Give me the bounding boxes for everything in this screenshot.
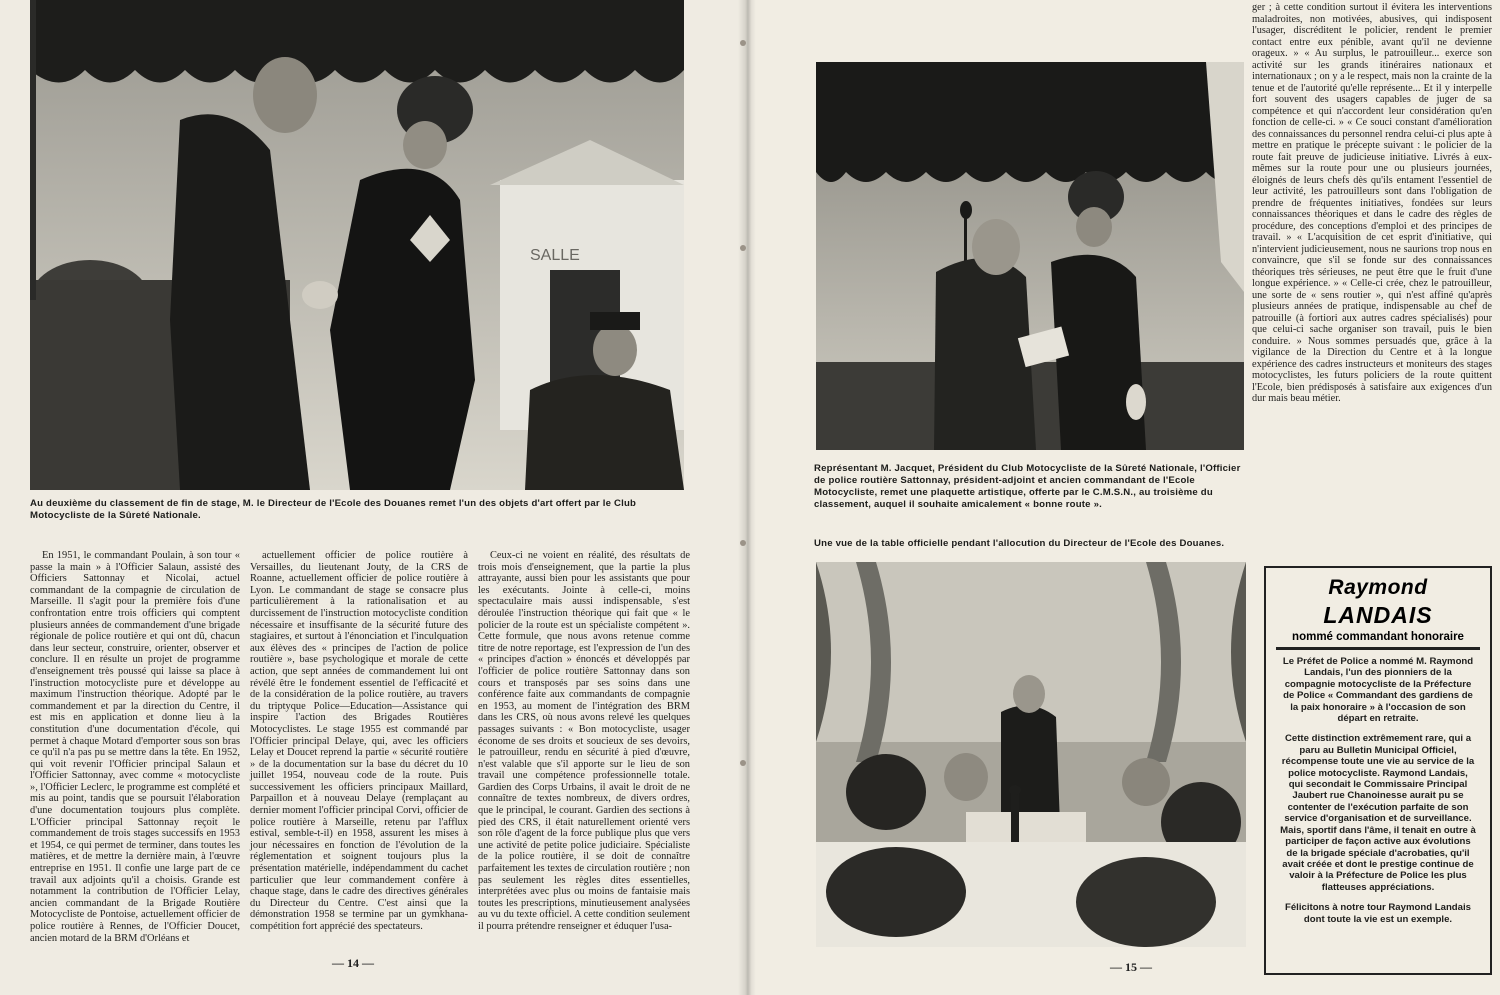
article-column-3: [478, 550, 690, 934]
photo-caption-banquet: Une vue de la table officielle pendant l'allocution du Directeur de l'Ecole des Douanes.: [814, 538, 1225, 549]
svg-text:SALLE: SALLE: [530, 247, 580, 264]
article-column-right: [1252, 2, 1492, 406]
page-14: [0, 0, 746, 995]
column-2-text: actuellement officier de police routière à Versailles, du lieutenant Jouty, de la CRS de Roanne, actuellement officier de police routière à Lyon. Le commandant de stage se consacre plus particulièrement à la rationalisation et au durcissement de l'instruction motocycliste condition nécessaire et insuffisante de la sécurité future des stagiaires, et surtout à l'énonciation et l'inculquation aux élèves des « principes de l'action de police routière », base psychologique et morale de cette action, que sept années de commandement lui ont révélé être le fondement essentiel de l'efficacité et de la considération de la police routière, au travers du triptyque Police—Education—Assistance qui inspire l'action des Brigades Routières Motocyclistes. Le stage 1955 est commandé par l'Officier principal Delaye, qui, avec les officiers Lelay et Doucet reprend la partie « sécurité routière » de la documentation sur la base du décret du 10 juillet 1954, nouveau code de la route. Puis successivement les officiers principaux Maillard, Parpaillon et à nouveau Delaye (remplaçant au dernier moment l'officier principal Corvi, officier de police routière à Marseille, retenu par l'afflux estival, semble-t-il) en 1958, assurent les mises à jour nécessaires en fonction de l'évolution de la réglementation et soignent toujours plus la présentation matérielle, indépendamment du cachet particulier que leur commandement confère à chaque stage, dans le cadre des directives générales du Directeur du Centre. C'est ainsi que la démonstration 1958 se termine par un gymkhana-compétition fort apprécié des spectateurs.: [250, 550, 468, 932]
article-column-1: [30, 550, 240, 945]
box-paragraph-2: Cette distinction extrêmement rare, qui a paru au Bulletin Municipal Officiel, récompense toute une vie au service de la police motocycliste. Raymond Landais, qui secondait le Commissaire Principal Jaubert rue Chanoinesse aurait pu se contenter de l'exécution parfaite de son service d'organisation et de surveillance. Mais, sportif dans l'âme, il tenait en outre à participer de façon active aux évolutions de la brigade spéciale d'acrobaties, qu'il avait créée et dont le prestige continue de valoir à la Préfecture de Police les plus flatteuses appréciations.: [1280, 733, 1476, 893]
binding-gutter: [738, 0, 756, 995]
page-number-right: — 15 —: [1110, 960, 1152, 974]
box-last-name: LANDAIS: [1323, 602, 1433, 628]
staple-hole-1: [740, 40, 746, 46]
box-subtitle: nommé commandant honoraire: [1292, 631, 1464, 643]
staple-hole-3: [740, 540, 746, 546]
box-first-name: Raymond: [1328, 576, 1428, 599]
box-paragraph-1: Le Préfet de Police a nommé M. Raymond Landais, l'un des pionniers de la compagnie motocycliste de la Préfecture de Police « Commandant des gardiens de la paix honoraire » à l'occasion de son départ en retraite.: [1282, 656, 1474, 725]
box-paragraph-3: Félicitons à notre tour Raymond Landais dont toute la vie est un exemple.: [1284, 902, 1472, 925]
photo-caption-plaque: Représentant M. Jacquet, Président du Club Motocycliste de la Sûreté Nationale, l'Officier de police routière Sattonnay, président-adjoint et ancien commandant de l'Ecole Motocycliste, remet une plaquette artistique, offerte par le C.M.S.N., au troisième du classement, auquel il souhaite amicalement « bonne route ».: [814, 463, 1241, 510]
page-15: [746, 0, 1500, 995]
photo-illustration: [816, 562, 1246, 947]
landais-box: [1264, 566, 1492, 975]
banquet-photo: [816, 562, 1246, 947]
page-number-left: — 14 —: [332, 956, 374, 970]
box-divider: [1276, 647, 1480, 650]
box-body: [1266, 656, 1490, 925]
column-1-text: En 1951, le commandant Poulain, à son tour « passe la main » à l'Officier Salaun, assisté des Officiers Sattonnay et Nicolai, actuel commandant de la compagnie de circulation de Marseille. Il s'agit pour la première fois d'une confrontation entre trois officiers qui comptent plusieurs années de commandement d'une brigade régionale de police routière et qui ont dû, chacun dans leur secteur, construire, orienter, observer et conclure. Il en résulte un projet de programme d'enseignement très poussé qui laisse sa place à l'instruction motocycliste pure et développe au maximum l'instruction théorique. Adopté par le commandement et par la direction du Centre, il est mis en application et donne lieu à la constitution d'une documentation d'école, qui permet à chaque Motard d'emporter sous son bras ce qu'il n'a pas pu se mettre dans la tête. En 1952, qui voit revenir l'Officier principal Salaun et l'Officier Sattonnay, avec comme « motocycliste », l'Officier Leclerc, le programme est complété et mis au point, tandis que se poursuit l'élaboration d'une documentation toujours plus complète. L'Officier principal Sattonnay reçoit le commandement de trois stages successifs en 1953 et 1954, ce qui permet de terminer, dans toutes les matières, et de mettre la dernière main, à l'œuvre entreprise en 1951. Il confie une large part de ce travail aux adjoints qu'il a choisis. Grande est notamment la contribution de l'Officier Lelay, ancien commandant de la Brigade Routière Motocycliste de Pontoise, actuellement officier de police routière à Rennes, de l'Officier Doucet, ancien motard de la BRM d'Orléans et: [30, 550, 240, 944]
column-3-text: Ceux-ci ne voient en réalité, des résultats de trois mois d'enseignement, que la partie la plus attrayante, aussi bien pour les assistants que pour les exécutants. Jointe à celle-ci, moins spectaculaire mais aussi indispensable, s'est déroulée l'instruction théorique qui fait que « le policier de la route est un spécialiste compétent ». Cette formule, que nous avons retenue comme titre de notre reportage, est l'expression de l'un des « principes d'action » énoncés et développés par l'officier de police routière Sattonnay dans son cours et transposés par ses soins dans une conférence faite aux commandants de compagnie en 1953, au moment de l'intégration des BRM dans les CRS, où nous avons relevé les quelques passages suivants : « Bon motocycliste, usager économe de ses droits et soucieux de ses devoirs, le patrouilleur, rendu en sécurité à pied d'œuvre, n'est valable que s'il apporte sur le lieu de son travail une compétence professionnelle totale. Gardien des Corps Urbains, il avait le droit de ne connaître de textes nombreux, de divers ordres, que le principal, le courant. Gardien des sections à pied des CRS, il était naturellement orienté vers son rôle d'agent de la force publique plus que vers une activité de petite police judiciaire. Spécialiste de la police routière, il se doit de connaître parfaitement les textes de circulation routière ; non pas seulement les règles dites essentielles, interprétées avec plus ou moins de fantaisie mais toutes les prescriptions, minutieusement analysées au vu du texte officiel. A cette condition seulement il pourra prétendre renseigner et éduquer l'usa-: [478, 550, 690, 932]
ceremony-photo-plaque: [816, 62, 1244, 450]
photo-illustration: [30, 0, 684, 490]
staple-hole-2: [740, 245, 746, 251]
column-right-text: ger ; à cette condition surtout il évitera les interventions maladroites, non motivées, abusives, qui indisposent l'usager, discréditent le policier, rendent le premier contact entre eux pénible, avant qu'il ne devienne orageux. » « Au surplus, le patrouilleur... exerce son activité sur les grands itinéraires nationaux et internationaux ; on y a le respect, mais non la crainte de la tenue et de l'autorité qu'elle représente... Et il y interpelle fort souvent des usagers capables de juger de sa compétence et qui n'accordent leur considération qu'en fonction de celle-ci. » « Ce souci constant d'amélioration des connaissances du personnel rendra celui-ci plus apte à mettre en pratique le précepte suivant : le policier de la route fait preuve de judicieuse initiative. Livrés à eux-mêmes sur la route pour une ou plusieurs journées, éloignés de leurs chefs dès qu'ils entament l'essentiel de leur activité, les patrouilleurs sont dans l'obligation de prendre de fréquentes initiatives, fondées sur leurs connaissances théoriques et dans le cadre des règles de procédure, des conceptions d'emploi et des principes de travail. » « L'acquisition de cet esprit d'initiative, qui n'intervient judicieusement, nous ne saurions trop nous en convaincre, que s'il se fonde sur des connaissances théoriques très sérieuses, ne peut être que le fruit d'une longue expérience. » « Celle-ci crée, chez le patrouilleur, une sorte de « sens routier », qui n'est affiné qu'après plusieurs années de pratique, indispensable au chef de patrouille (à fortiori aux autres cadres spécialisés) pour que celui-ci sache organiser son travail, puis le bien conduire. » Nous sommes persuadés que, grâce à la vigilance de la Direction du Centre et à la longue expérience des cadres instructeurs et moniteurs des stages motocyclistes, les futurs policiers de la route quittent l'Ecole, bien prédisposés à satisfaire aux exigences d'un dur mais beau métier.: [1252, 2, 1492, 404]
staple-hole-4: [740, 760, 746, 766]
article-column-2: [250, 550, 468, 934]
photo-caption-left: Au deuxième du classement de fin de stage, M. le Directeur de l'Ecole des Douanes remet l'un des objets d'art offert par le Club Motocycliste de la Sûreté Nationale.: [30, 498, 637, 521]
ceremony-photo-handshake: [30, 0, 684, 490]
photo-illustration: [816, 62, 1244, 450]
